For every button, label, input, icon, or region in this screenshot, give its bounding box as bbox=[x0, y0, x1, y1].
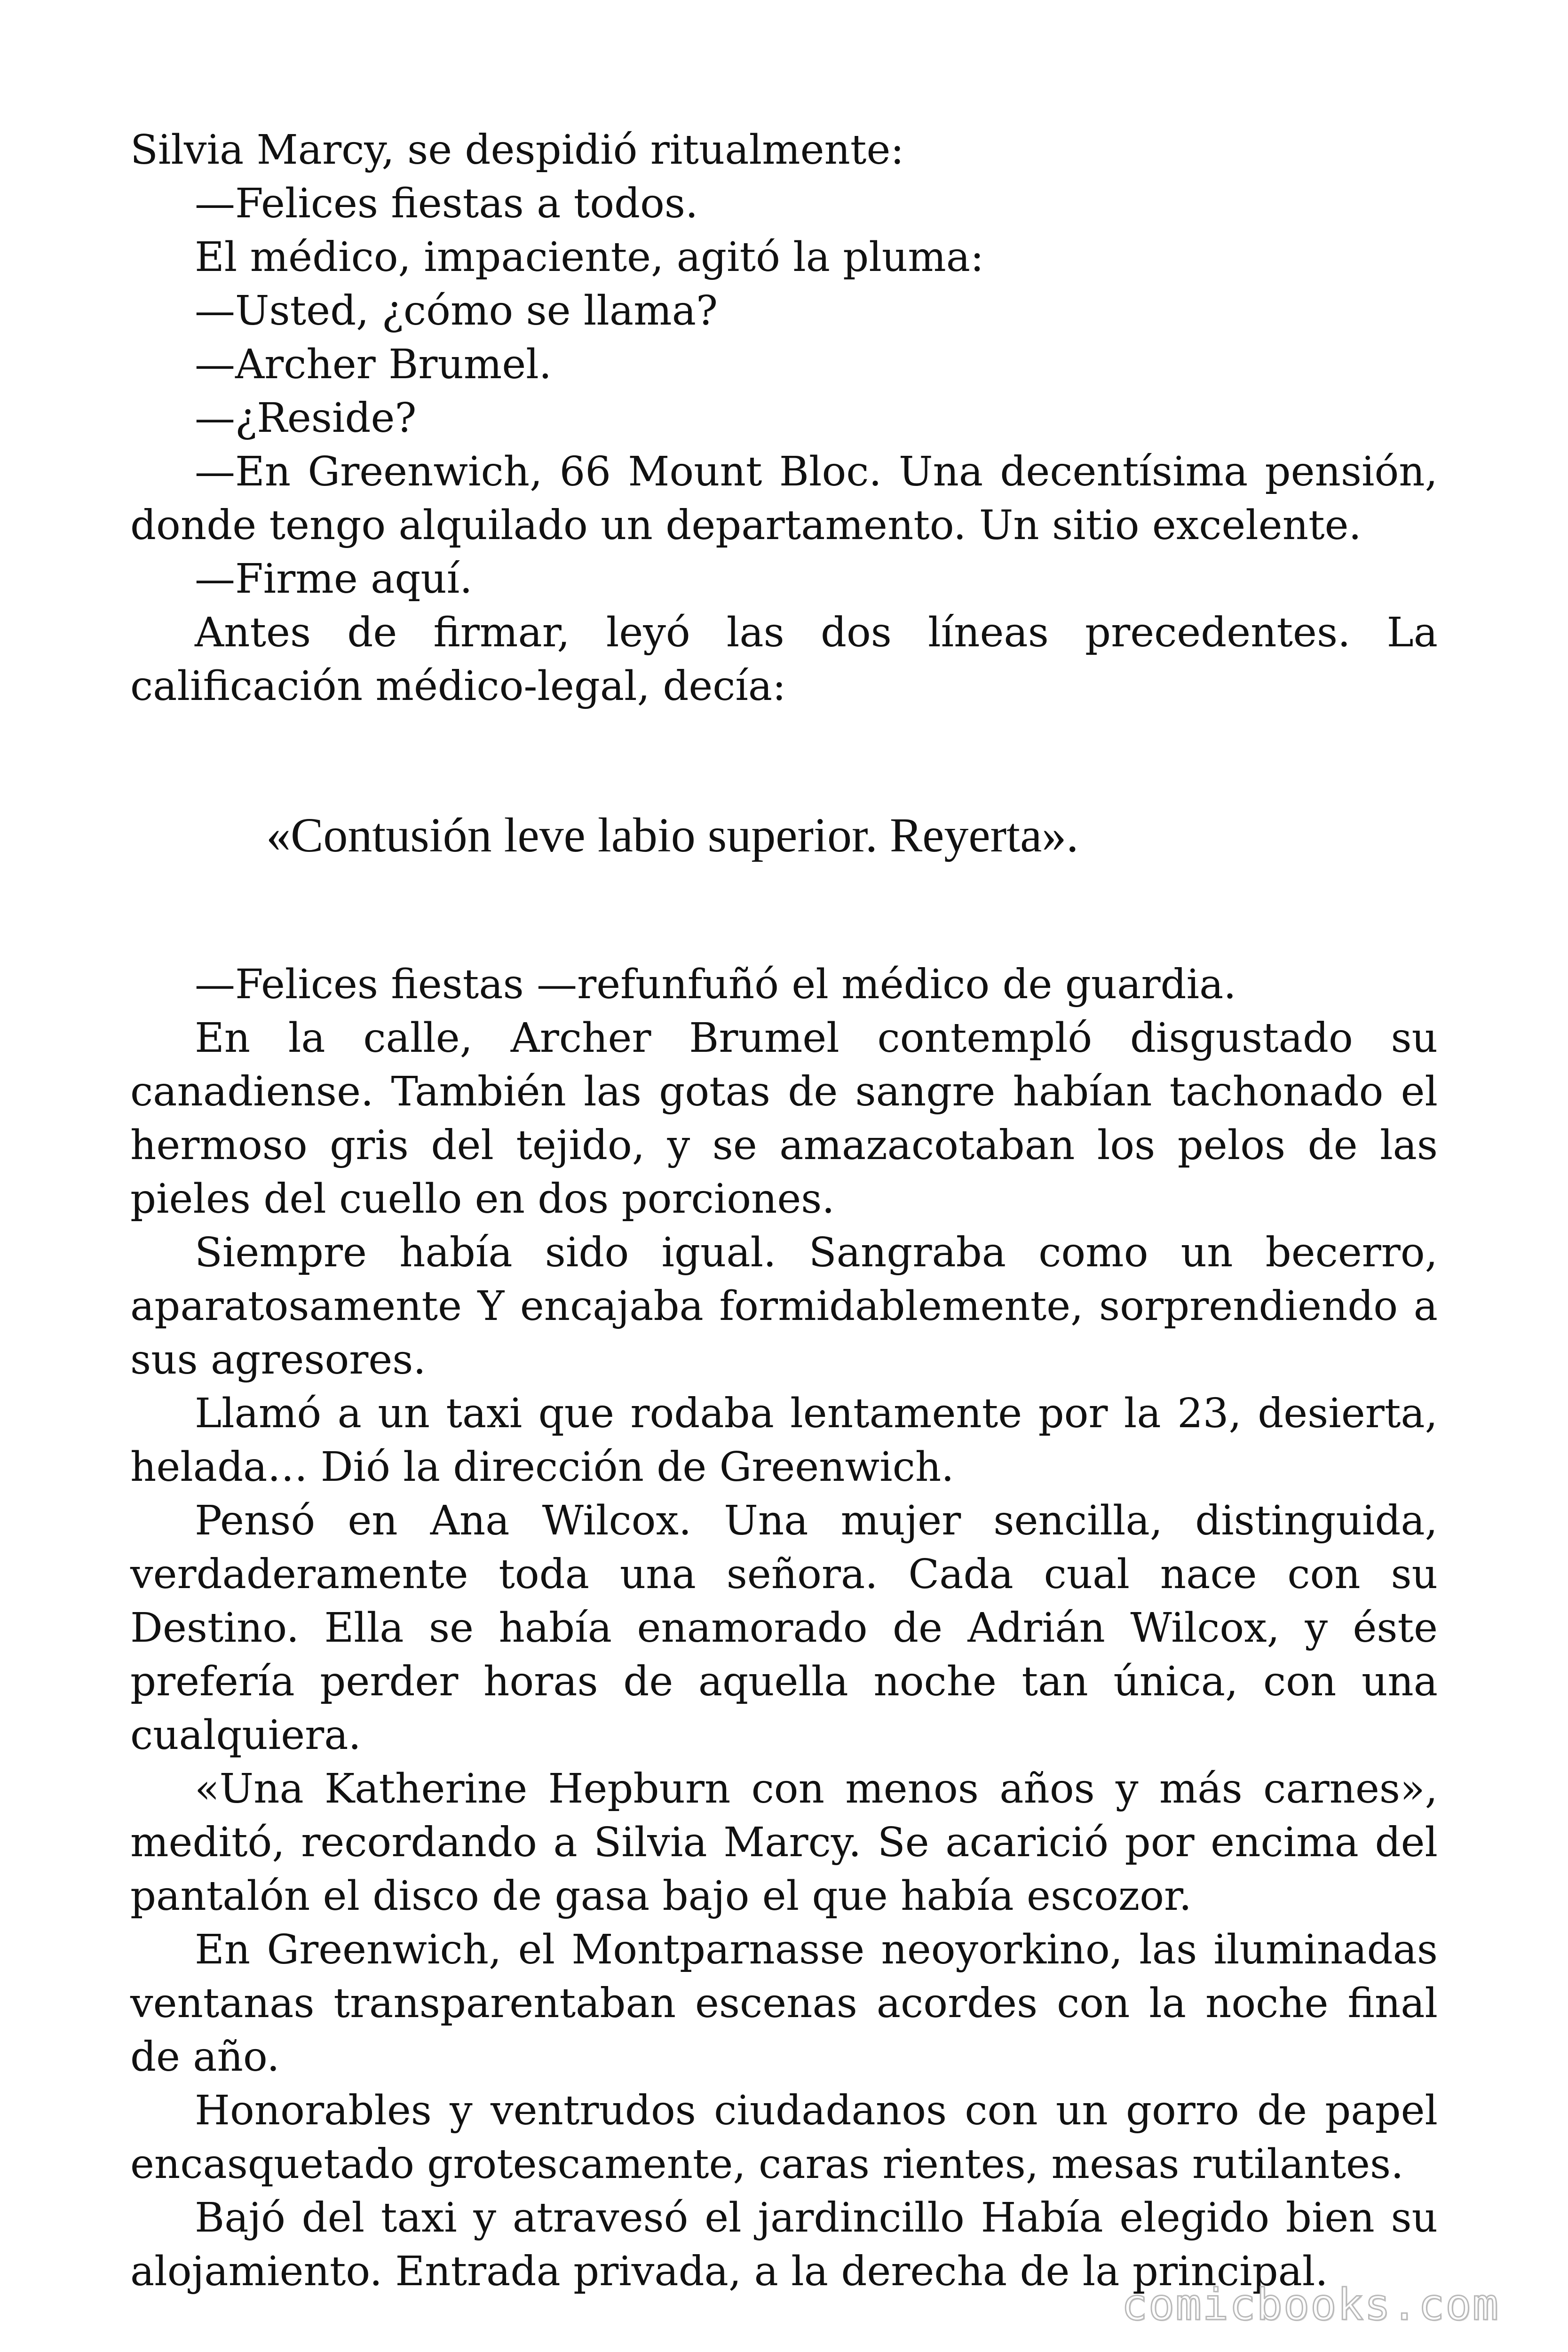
dialogue-line: —Usted, ¿cómo se llama? bbox=[195, 287, 718, 334]
paragraph: Siempre había sido igual. Sangraba como un becerro, aparatosamente Y encajaba formidablemente, sorprendiendo a sus agresores. bbox=[130, 1229, 1438, 1383]
paragraph: Bajó del taxi y atravesó el jardincillo Había elegido bien su alojamiento. Entrada privada, a la derecha de la principal. bbox=[130, 2194, 1438, 2295]
paragraph: Llamó a un taxi que rodaba lentamente por la 23, desierta, helada… Dió la dirección de Greenwich. bbox=[130, 1390, 1438, 1491]
paragraph: Pensó en Ana Wilcox. Una mujer sencilla, distinguida, verdaderamente toda una señora. Cada cual nace con su Destino. Ella se había enamorado de Adrián Wilcox, y éste prefería perder horas de aquella noche tan única, con una cualquiera. bbox=[130, 1497, 1438, 1759]
paragraph: Silvia Marcy, se despidió ritualmente: bbox=[130, 127, 904, 174]
paragraph: Antes de firmar, leyó las dos líneas precedentes. La calificación médico-legal, decía: bbox=[130, 609, 1438, 710]
watermark: comicbooks.com bbox=[1121, 2280, 1499, 2330]
paragraph: Honorables y ventrudos ciudadanos con un gorro de papel encasquetado grotescamente, caras rientes, mesas rutilantes. bbox=[130, 2087, 1438, 2188]
dialogue-line: —Felices fiestas a todos. bbox=[195, 180, 698, 227]
dialogue-line: —Felices fiestas —refunfuñó el médico de guardia. bbox=[195, 961, 1236, 1008]
block-quote: «Contusión leve labio superior. Reyerta». bbox=[266, 808, 1079, 862]
dialogue-line: —En Greenwich, 66 Mount Bloc. Una decentísima pensión, donde tengo alquilado un departamento. Un sitio excelente. bbox=[130, 448, 1438, 549]
paragraph: En la calle, Archer Brumel contempló disgustado su canadiense. También las gotas de sangre habían tachonado el hermoso gris del tejido, y se amazacotaban los pelos de las pieles del cuello en dos porciones. bbox=[130, 1015, 1438, 1223]
paragraph: El médico, impaciente, agitó la pluma: bbox=[195, 234, 984, 281]
book-page bbox=[130, 123, 1438, 2298]
dialogue-line: —Archer Brumel. bbox=[195, 341, 552, 388]
dialogue-line: —Firme aquí. bbox=[195, 556, 473, 603]
dialogue-line: —¿Reside? bbox=[195, 395, 417, 442]
paragraph: «Una Katherine Hepburn con menos años y más carnes», meditó, recordando a Silvia Marcy. Se acarició por encima del pantalón el disco de gasa bajo el que había escozor. bbox=[130, 1765, 1438, 1920]
paragraph: En Greenwich, el Montparnasse neoyorkino, las iluminadas ventanas transparentaban escenas acordes con la noche final de año. bbox=[130, 1926, 1438, 2081]
